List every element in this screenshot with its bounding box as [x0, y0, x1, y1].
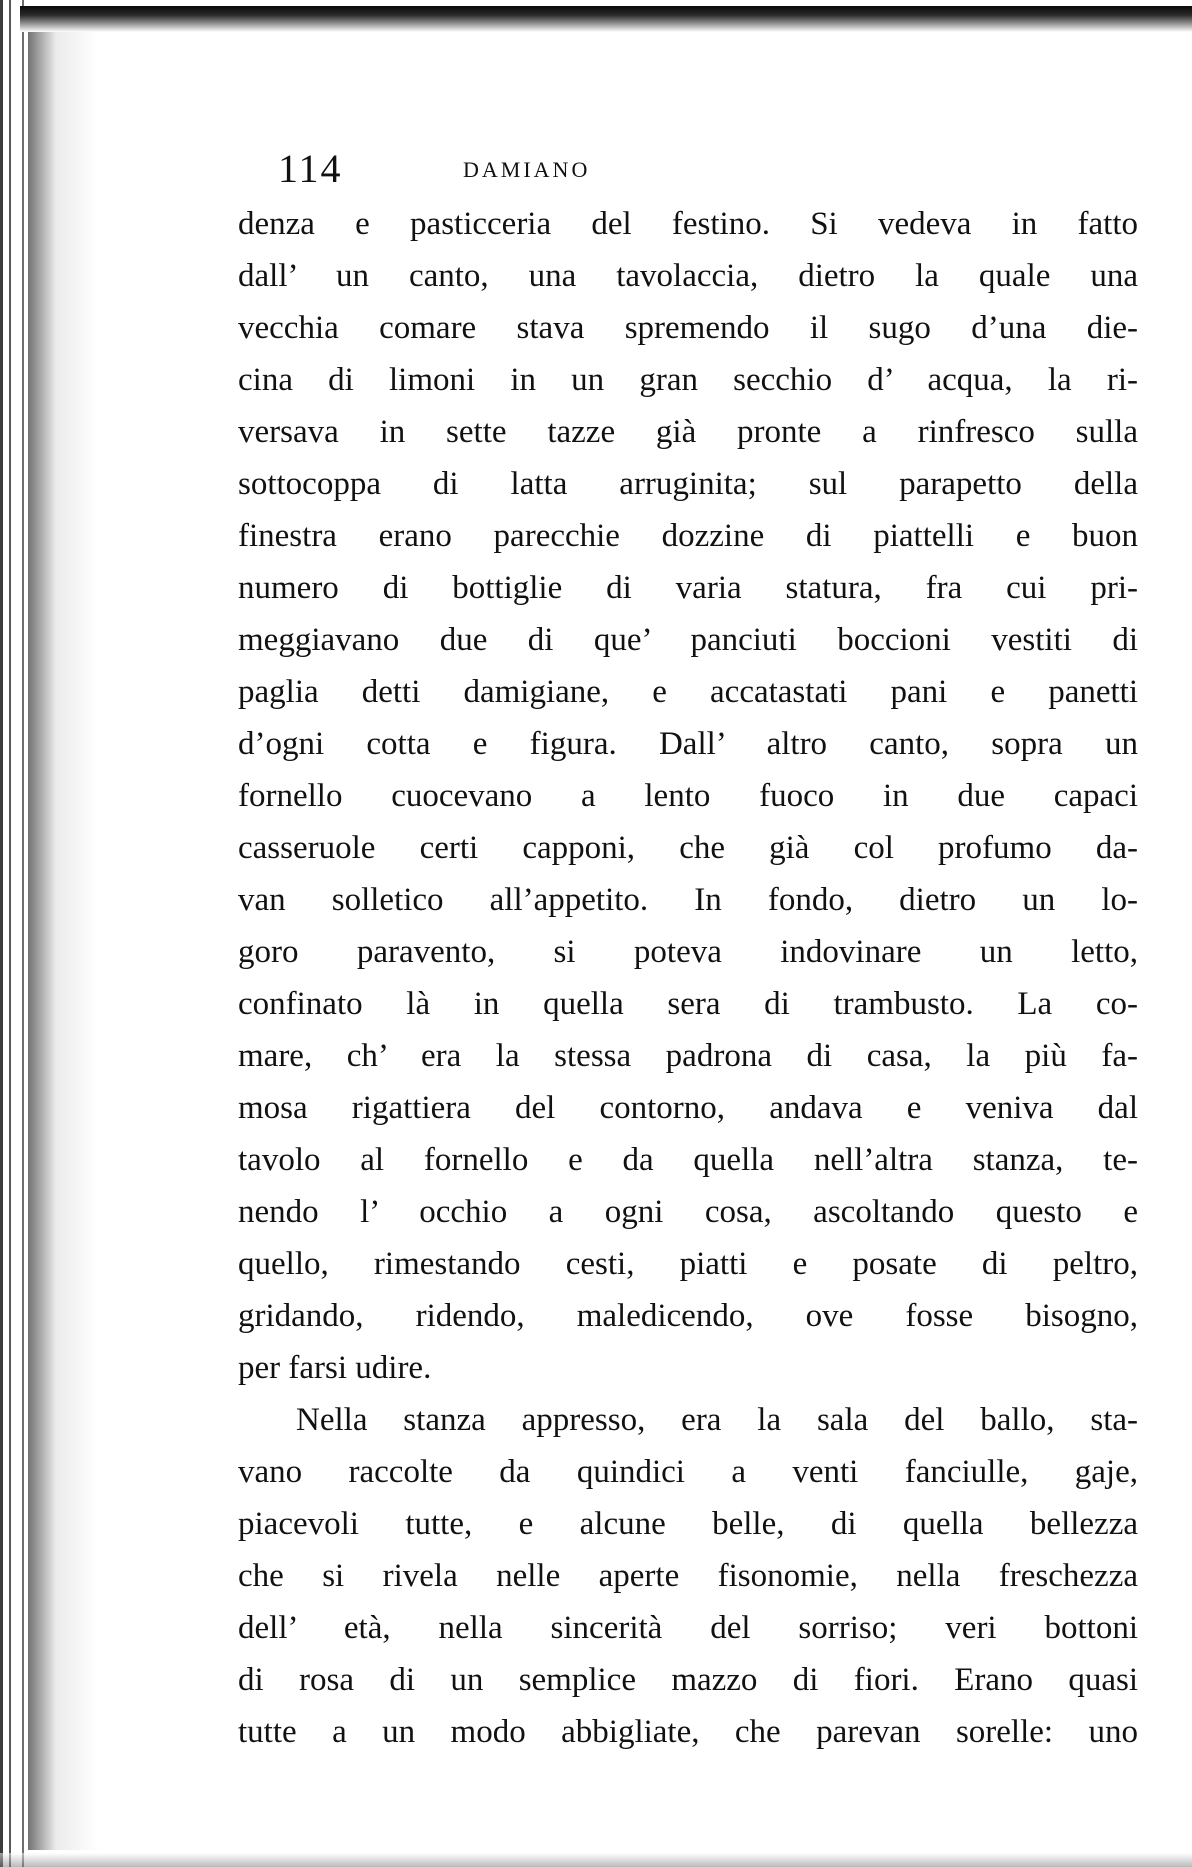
- text-line: gridando, ridendo, maledicendo, ove fosse bisogno,: [238, 1298, 1138, 1334]
- scan-gutter-shadow: [28, 20, 98, 1850]
- text-line: casseruole certi capponi, che già col profumo da-: [238, 830, 1138, 866]
- text-line: tutte a un modo abbigliate, che parevan sorelle: uno: [238, 1714, 1138, 1750]
- text-line: finestra erano parecchie dozzine di piattelli e buon: [238, 518, 1138, 554]
- text-line: Nella stanza appresso, era la sala del ballo, sta-: [296, 1402, 1138, 1438]
- text-line: sottocoppa di latta arruginita; sul parapetto della: [238, 466, 1138, 502]
- page-number: 114: [278, 146, 343, 191]
- text-line: dell’ età, nella sincerità del sorriso; veri bottoni: [238, 1610, 1138, 1646]
- text-line: nendo l’ occhio a ogni cosa, ascoltando questo e: [238, 1194, 1138, 1230]
- paragraph-2: [238, 1394, 1138, 1758]
- paragraph-1: [238, 198, 1138, 1394]
- text-line: che si rivela nelle aperte fisonomie, nella freschezza: [238, 1558, 1138, 1594]
- text-line: mare, ch’ era la stessa padrona di casa, la più fa-: [238, 1038, 1138, 1074]
- text-line: paglia detti damigiane, e accatastati pani e panetti: [238, 674, 1138, 710]
- text-line: di rosa di un semplice mazzo di fiori. Erano quasi: [238, 1662, 1138, 1698]
- text-line: piacevoli tutte, e alcune belle, di quella bellezza: [238, 1506, 1138, 1542]
- text-line: denza e pasticceria del festino. Si vedeva in fatto: [238, 206, 1138, 242]
- text-line: vano raccolte da quindici a venti fanciulle, gaje,: [238, 1454, 1138, 1490]
- text-line: goro paravento, si poteva indovinare un letto,: [238, 934, 1138, 970]
- text-line: quello, rimestando cesti, piatti e posate di peltro,: [238, 1246, 1138, 1282]
- text-line: vecchia comare stava spremendo il sugo d’una die-: [238, 310, 1138, 346]
- text-line: dall’ un canto, una tavolaccia, dietro la quale una: [238, 258, 1138, 294]
- text-line: per farsi udire.: [238, 1350, 432, 1386]
- text-line: versava in sette tazze già pronte a rinfresco sulla: [238, 414, 1138, 450]
- text-line: confinato là in quella sera di trambusto. La co-: [238, 986, 1138, 1022]
- running-title: DAMIANO: [463, 157, 591, 182]
- text-line: van solletico all’appetito. In fondo, dietro un lo-: [238, 882, 1138, 918]
- text-line: mosa rigattiera del contorno, andava e veniva dal: [238, 1090, 1138, 1126]
- scan-bottom-edge: [0, 1853, 1192, 1867]
- text-line: meggiavano due di que’ panciuti boccioni vestiti di: [238, 622, 1138, 658]
- page-text: [238, 198, 1138, 1758]
- text-line: cina di limoni in un gran secchio d’ acqua, la ri-: [238, 362, 1138, 398]
- running-head: [278, 145, 758, 189]
- text-line: d’ogni cotta e figura. Dall’ altro canto, sopra un: [238, 726, 1138, 762]
- text-line: tavolo al fornello e da quella nell’altra stanza, te-: [238, 1142, 1138, 1178]
- scan-top-edge: [20, 6, 1192, 32]
- text-line: numero di bottiglie di varia statura, fra cui pri-: [238, 570, 1138, 606]
- text-line: fornello cuocevano a lento fuoco in due capaci: [238, 778, 1138, 814]
